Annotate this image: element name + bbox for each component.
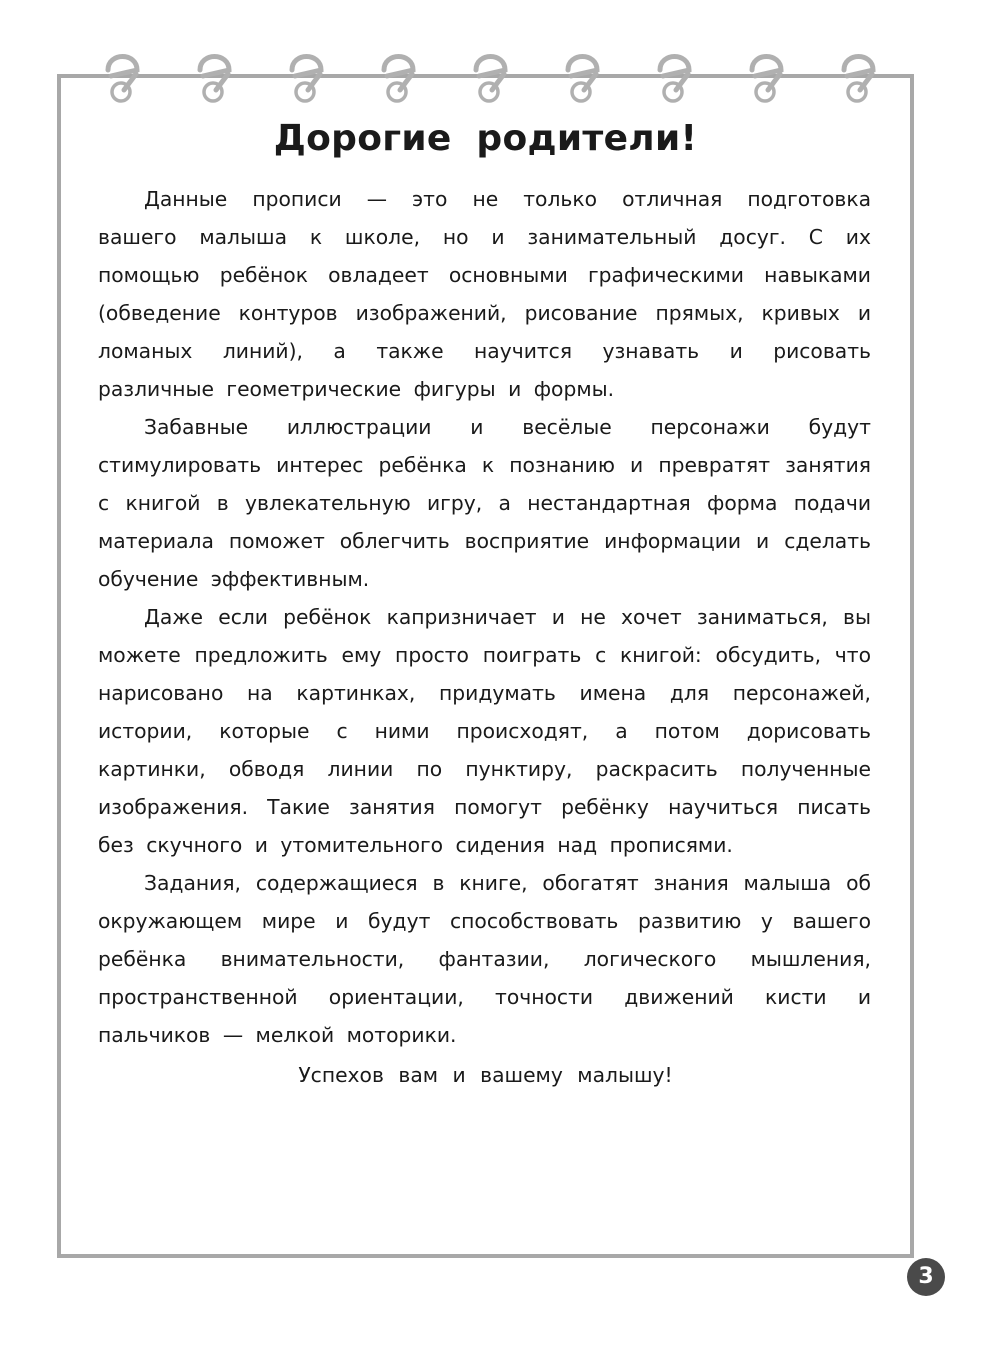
spiral-ring-icon (844, 57, 873, 102)
page-number-badge: 3 (907, 1258, 945, 1296)
paragraph-4: Задания, содержащиеся в книге, обогатят знания малыша об окружающем мире и будут способствовать развитию у вашего ребёнка внимательности, фантазии, логического мышления, пространственной ориентации, точности движений кисти и пальчиков — мелкой моторики. (98, 871, 871, 1047)
closing-line: Успехов вам и вашему малышу! (298, 1063, 673, 1087)
spiral-ring-icon (568, 57, 597, 102)
spiral-ring-icon (660, 57, 689, 102)
body-text (98, 180, 871, 1054)
spiral-ring-icon (200, 57, 229, 102)
spiral-ring-icon (752, 57, 781, 102)
spiral-ring-icon (292, 57, 321, 102)
spiral-ring-icon (476, 57, 505, 102)
paragraph-2: Забавные иллюстрации и весёлые персонажи будут стимулировать интерес ребёнка к познанию и превратят занятия с книгой в увлекательную игру, а нестандартная форма подачи материала поможет облегчить восприятие информации и сделать обучение эффективным. (98, 415, 871, 591)
spiral-ring-icon (108, 57, 137, 102)
paragraph-1: Данные прописи — это не только отличная подготовка вашего малыша к школе, но и занимательный досуг. С их помощью ребёнок овладеет основными графическими навыками (обведение контуров изображений, рисование прямых, кривых и ломаных линий), а также научится узнавать и рисовать различные геометрические фигуры и формы. (98, 187, 871, 401)
spiral-binding (0, 0, 1000, 120)
page-title: Дорогие родители! (273, 118, 698, 159)
paragraph-3: Даже если ребёнок капризничает и не хочет заниматься, вы можете предложить ему просто поиграть с книгой: обсудить, что нарисовано на картинках, придумать имена для персонажей, истории, которые с ними происходят, а потом дорисовать картинки, обводя линии по пунктиру, раскрасить полученные изображения. Такие занятия помогут ребёнку научиться писать без скучного и утомительного сидения над прописями. (98, 605, 871, 857)
spiral-ring-icon (384, 57, 413, 102)
